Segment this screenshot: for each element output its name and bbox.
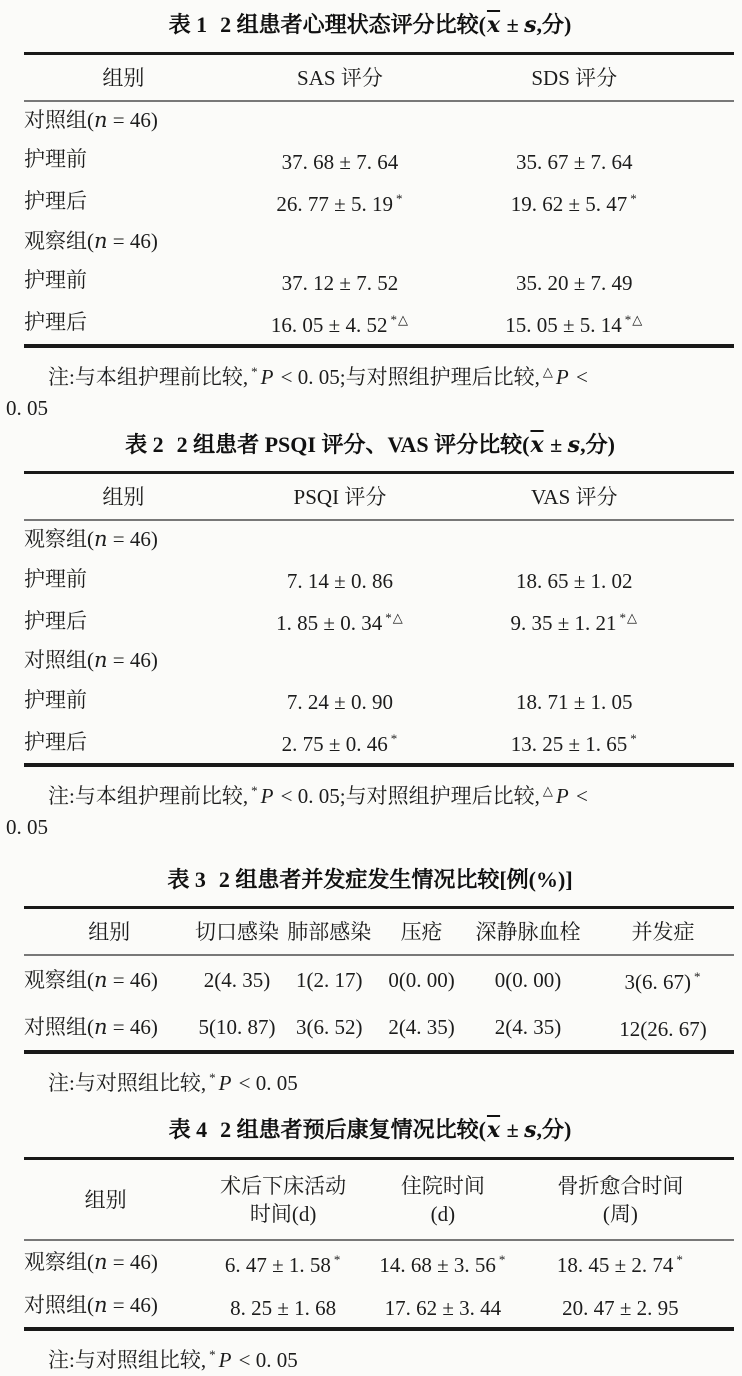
column-header-hospital-stay: 住院时间 (d) bbox=[379, 1158, 507, 1240]
cell-value: 1(2. 17) bbox=[296, 967, 363, 992]
cell-value: 18. 71 ± 1. 05 bbox=[515, 690, 633, 715]
header-row bbox=[24, 1158, 734, 1240]
table-row bbox=[24, 302, 734, 346]
row-label: 护理前 bbox=[24, 147, 87, 172]
group-label: 对照组(n = 46) bbox=[24, 648, 158, 673]
table-row bbox=[24, 558, 734, 600]
cell-value: 2. 75 ± 0. 46 * bbox=[281, 731, 399, 757]
xbar-symbol: x bbox=[486, 1117, 501, 1144]
cell-value: 37. 12 ± 7. 52 bbox=[281, 270, 399, 295]
table1-label: 表 1 bbox=[168, 12, 208, 37]
sig-marker: * bbox=[676, 1251, 684, 1267]
cell-value: 3(6. 67) * bbox=[624, 969, 702, 995]
cell-value: 7. 24 ± 0. 90 bbox=[286, 690, 393, 715]
table4-label: 表 4 bbox=[168, 1117, 208, 1143]
sig-marker: * bbox=[630, 731, 638, 747]
group-label: 对照组(n = 46) bbox=[24, 1014, 158, 1039]
group-label: 对照组(n = 46) bbox=[24, 107, 158, 132]
table4-title bbox=[6, 1115, 734, 1146]
cell-value: 2(4. 35) bbox=[494, 1014, 562, 1039]
row-label: 护理前 bbox=[24, 566, 87, 591]
table1-note: 注:与本组护理前比较, *P < 0. 05;与对照组护理后比较, △P < 0. 05 bbox=[6, 363, 588, 420]
header-row bbox=[24, 53, 734, 101]
column-header-dvt: 深静脉血栓 bbox=[464, 908, 592, 956]
column-header-sds: SDS 评分 bbox=[457, 53, 691, 101]
table3-title bbox=[6, 865, 734, 895]
sig-marker: *△ bbox=[385, 610, 404, 626]
column-header-pressure-sore: 压疮 bbox=[379, 908, 464, 956]
sig-marker: * bbox=[498, 1251, 507, 1267]
cell-value: 20. 47 ± 2. 95 bbox=[562, 1295, 679, 1320]
cell-value: 15. 05 ± 5. 14 *△ bbox=[505, 311, 644, 337]
table-row bbox=[24, 679, 734, 721]
asterisk-marker: * bbox=[251, 363, 259, 379]
plus-minus: ± bbox=[501, 12, 525, 37]
sig-marker: * bbox=[395, 190, 404, 206]
cell-value: 0(0. 00) bbox=[388, 967, 455, 992]
table-row bbox=[24, 139, 734, 181]
group-label: 观察组(n = 46) bbox=[24, 228, 158, 253]
column-header-total: 并发症 bbox=[592, 908, 734, 956]
table-3 bbox=[24, 906, 734, 1054]
cell-value: 1. 85 ± 0. 34 *△ bbox=[276, 610, 404, 636]
group-label: 观察组(n = 46) bbox=[24, 967, 158, 992]
plus-minus: ± bbox=[501, 1117, 525, 1143]
table-row bbox=[24, 181, 734, 223]
table-row bbox=[24, 600, 734, 642]
cell-value: 12(26. 67) bbox=[619, 1017, 707, 1042]
cell-value: 13. 25 ± 1. 65 * bbox=[510, 731, 638, 757]
table1-title bbox=[6, 10, 734, 41]
cell-value: 9. 35 ± 1. 21 *△ bbox=[510, 610, 638, 636]
table4-note: 注:与对照组比较, *P < 0. 05 bbox=[48, 1346, 298, 1372]
table2-note: 注:与本组护理前比较, *P < 0. 05;与对照组护理后比较, △P < 0. 05 bbox=[6, 783, 588, 840]
sig-marker: * bbox=[630, 190, 638, 206]
group-label: 观察组(n = 46) bbox=[24, 527, 158, 552]
table-1 bbox=[24, 52, 734, 348]
column-header-group: 组别 bbox=[24, 1158, 187, 1240]
column-header-fracture-healing: 骨折愈合时间 (周) bbox=[507, 1158, 734, 1240]
column-header-group: 组别 bbox=[24, 53, 223, 101]
sig-marker: * bbox=[693, 969, 702, 985]
sig-marker: *△ bbox=[619, 610, 638, 626]
table-row bbox=[24, 101, 734, 139]
table4-title-tail: ,分) bbox=[536, 1117, 572, 1143]
sig-marker: * bbox=[390, 731, 399, 747]
table-row bbox=[24, 1284, 734, 1329]
cell-value: 35. 20 ± 7. 49 bbox=[515, 270, 633, 295]
table-row bbox=[24, 721, 734, 765]
xbar-symbol: x bbox=[530, 431, 544, 458]
row-label: 护理后 bbox=[24, 729, 87, 754]
table4-title-text: 2 组患者预后康复情况比较( bbox=[220, 1117, 486, 1143]
row-label: 护理后 bbox=[24, 189, 87, 214]
group-label: 对照组(n = 46) bbox=[24, 1293, 158, 1318]
cell-value: 18. 65 ± 1. 02 bbox=[515, 569, 633, 594]
column-header-psqi: PSQI 评分 bbox=[223, 473, 457, 521]
cell-value: 8. 25 ± 1. 68 bbox=[230, 1295, 337, 1320]
s-symbol: s bbox=[567, 431, 581, 458]
column-header-incision: 切口感染 bbox=[194, 908, 279, 956]
table1-title-text: 2 组患者心理状态评分比较( bbox=[220, 12, 486, 37]
s-symbol: s bbox=[524, 1117, 537, 1144]
xbar-symbol: x bbox=[486, 12, 501, 38]
table-row bbox=[24, 642, 734, 679]
triangle-marker: △ bbox=[542, 783, 554, 799]
cell-value: 0(0. 00) bbox=[494, 967, 562, 992]
table1-title-tail: ,分) bbox=[536, 12, 572, 37]
sig-marker: *△ bbox=[624, 311, 644, 327]
table-row bbox=[24, 520, 734, 558]
sig-marker: *△ bbox=[390, 311, 409, 327]
triangle-marker: △ bbox=[542, 363, 554, 379]
cell-value: 37. 68 ± 7. 64 bbox=[281, 149, 399, 174]
table-4 bbox=[24, 1157, 734, 1331]
cell-value: 17. 62 ± 3. 44 bbox=[384, 1295, 502, 1320]
table2-title-text: 2 组患者 PSQI 评分、VAS 评分比较( bbox=[176, 431, 530, 457]
cell-value: 14. 68 ± 3. 56 * bbox=[379, 1251, 507, 1277]
cell-value: 26. 77 ± 5. 19 * bbox=[276, 190, 404, 216]
table-row bbox=[24, 260, 734, 302]
header-row bbox=[24, 473, 734, 521]
table3-title-text: 2 组患者并发症发生情况比较[例(%)] bbox=[218, 867, 573, 893]
table-row bbox=[24, 1003, 734, 1052]
column-header-group: 组别 bbox=[24, 473, 223, 521]
s-symbol: s bbox=[524, 12, 537, 38]
cell-value: 16. 05 ± 4. 52 *△ bbox=[270, 311, 409, 337]
cell-value: 7. 14 ± 0. 86 bbox=[286, 569, 393, 594]
asterisk-marker: * bbox=[251, 783, 259, 799]
table2-title-tail: ,分) bbox=[580, 431, 615, 457]
cell-value: 35. 67 ± 7. 64 bbox=[515, 149, 633, 174]
plus-minus: ± bbox=[544, 431, 568, 457]
sig-marker: * bbox=[333, 1251, 342, 1267]
table2-title bbox=[6, 430, 734, 461]
table3-label: 表 3 bbox=[167, 867, 206, 893]
cell-value: 19. 62 ± 5. 47 * bbox=[510, 190, 638, 216]
column-header-sas: SAS 评分 bbox=[223, 53, 457, 101]
table-row bbox=[24, 223, 734, 260]
column-header-vas: VAS 评分 bbox=[457, 473, 691, 521]
row-label: 护理后 bbox=[24, 310, 87, 335]
table-row bbox=[24, 1240, 734, 1284]
table2-label: 表 2 bbox=[125, 431, 164, 457]
cell-value: 5(10. 87) bbox=[198, 1014, 276, 1039]
column-header-group: 组别 bbox=[24, 908, 194, 956]
group-label: 观察组(n = 46) bbox=[24, 1250, 158, 1275]
column-header-lung: 肺部感染 bbox=[280, 908, 379, 956]
column-header-ambulation: 术后下床活动 时间(d) bbox=[187, 1158, 379, 1240]
asterisk-marker: * bbox=[209, 1346, 217, 1362]
row-label: 护理前 bbox=[24, 268, 87, 293]
table-2 bbox=[24, 471, 734, 767]
cell-value: 18. 45 ± 2. 74 * bbox=[556, 1251, 684, 1277]
header-row bbox=[24, 908, 734, 956]
table-row bbox=[24, 955, 734, 1003]
cell-value: 3(6. 52) bbox=[296, 1014, 363, 1039]
cell-value: 2(4. 35) bbox=[388, 1014, 455, 1039]
asterisk-marker: * bbox=[209, 1070, 217, 1086]
cell-value: 6. 47 ± 1. 58 * bbox=[224, 1251, 342, 1277]
row-label: 护理前 bbox=[24, 687, 87, 712]
row-label: 护理后 bbox=[24, 608, 87, 633]
table3-note: 注:与对照组比较, *P < 0. 05 bbox=[48, 1070, 298, 1096]
cell-value: 2(4. 35) bbox=[203, 967, 271, 992]
